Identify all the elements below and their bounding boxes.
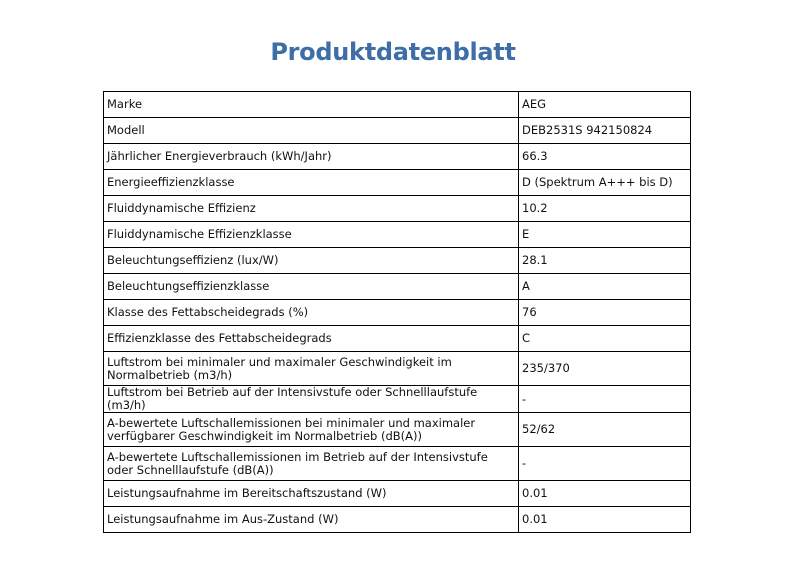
row-label: Klasse des Fettabscheidegrads (%) xyxy=(104,300,519,326)
row-label: Modell xyxy=(104,118,519,144)
table-row-energy-class xyxy=(104,170,691,196)
row-label: Marke xyxy=(104,92,519,118)
table-row-noise-intensive xyxy=(104,447,691,481)
table-row-standby-power xyxy=(104,481,691,507)
row-value: 52/62 xyxy=(519,413,691,447)
row-label: Beleuchtungseffizienz (lux/W) xyxy=(104,248,519,274)
row-label: Luftstrom bei Betrieb auf der Intensivstufe oder Schnelllaufstufe (m3/h) xyxy=(104,386,519,413)
table-row-model xyxy=(104,118,691,144)
row-value: - xyxy=(519,386,691,413)
row-label: Fluiddynamische Effizienz xyxy=(104,196,519,222)
table-row-airflow xyxy=(104,352,691,386)
table-row-lighting-efficiency xyxy=(104,248,691,274)
row-value: D (Spektrum A+++ bis D) xyxy=(519,170,691,196)
row-label: A-bewertete Luftschallemissionen im Betrieb auf der Intensivstufe oder Schnelllaufstufe (dB(A)) xyxy=(104,447,519,481)
row-value: A xyxy=(519,274,691,300)
row-label: Leistungsaufnahme im Aus-Zustand (W) xyxy=(104,507,519,533)
product-data-table xyxy=(103,91,691,533)
table-row-fluid-efficiency xyxy=(104,196,691,222)
table-row-grease-filtering xyxy=(104,300,691,326)
row-value: 28.1 xyxy=(519,248,691,274)
row-label: Fluiddynamische Effizienzklasse xyxy=(104,222,519,248)
table-row-fluid-efficiency-class xyxy=(104,222,691,248)
row-value: 66.3 xyxy=(519,144,691,170)
row-label: Leistungsaufnahme im Bereitschaftszustand (W) xyxy=(104,481,519,507)
row-value: 10.2 xyxy=(519,196,691,222)
row-value: 235/370 xyxy=(519,352,691,386)
row-label: A-bewertete Luftschallemissionen bei minimaler und maximaler verfügbarer Geschwindigkeit im Normalbetrieb (dB(A)) xyxy=(104,413,519,447)
table-row-noise xyxy=(104,413,691,447)
row-value: AEG xyxy=(519,92,691,118)
row-value: 76 xyxy=(519,300,691,326)
row-label: Jährlicher Energieverbrauch (kWh/Jahr) xyxy=(104,144,519,170)
table-row-grease-filtering-class xyxy=(104,326,691,352)
table-row-airflow-intensive xyxy=(104,386,691,413)
row-value: 0.01 xyxy=(519,507,691,533)
table-row-lighting-efficiency-class xyxy=(104,274,691,300)
table-row-off-mode-power xyxy=(104,507,691,533)
table-row-energy-consumption xyxy=(104,144,691,170)
row-label: Energieeffizienzklasse xyxy=(104,170,519,196)
row-value: - xyxy=(519,447,691,481)
page-title: Produktdatenblatt xyxy=(270,38,516,66)
row-label: Effizienzklasse des Fettabscheidegrads xyxy=(104,326,519,352)
row-value: E xyxy=(519,222,691,248)
row-label: Beleuchtungseffizienzklasse xyxy=(104,274,519,300)
row-label: Luftstrom bei minimaler und maximaler Geschwindigkeit im Normalbetrieb (m3/h) xyxy=(104,352,519,386)
table-row-brand xyxy=(104,92,691,118)
row-value: DEB2531S 942150824 xyxy=(519,118,691,144)
row-value: C xyxy=(519,326,691,352)
row-value: 0.01 xyxy=(519,481,691,507)
